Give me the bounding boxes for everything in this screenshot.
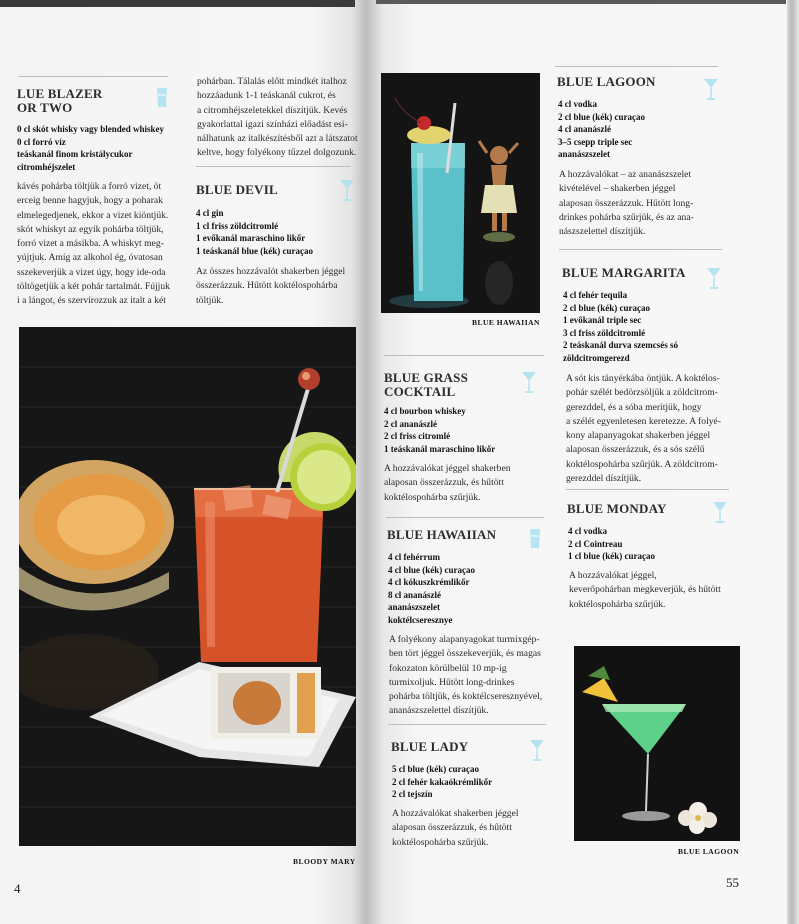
page-number: 4	[14, 881, 21, 896]
recipe-method	[566, 372, 721, 486]
photo-caption: BLOODY MARY	[293, 857, 356, 866]
recipe-title-blue-lagoon: BLUE LAGOON	[557, 74, 656, 89]
ingredient: 1 evőkanál triple sec	[563, 315, 642, 326]
page-number: 55	[726, 875, 739, 890]
method-line: A hozzávalókat shakerben jéggel	[392, 808, 519, 819]
method-line: gyakorlattal igazi színházi előadást esi-	[197, 118, 348, 130]
method-line: drinkes pohárba szűrjük, és az ana-	[559, 211, 694, 223]
top-band	[376, 0, 786, 4]
ingredient: 1 teáskanál blue (kék) curaçao	[196, 245, 313, 256]
method-line: skót whiskyt az egyik pohárba töltjük,	[17, 223, 164, 235]
method-line: A sót kis tányérkába öntjük. A koktélos-	[566, 373, 720, 384]
recipe-title-blue-margarita: BLUE MARGARITA	[562, 265, 686, 280]
ingredient: 2 cl blue (kék) curaçao	[558, 111, 645, 122]
method-line: kivételével – shakerben jéggel	[559, 183, 676, 195]
method-line: alaposan összerázzuk, és hűtött	[392, 822, 512, 834]
cocktail-glass-icon	[339, 178, 355, 202]
recipe-title-blue-grass-cocktail: BLUE GRASS COCKTAIL	[384, 370, 468, 399]
method-line: a citromhéjszeletekkel díszítjük. Kevés	[197, 104, 348, 116]
method-line: töltjük.	[196, 294, 224, 306]
method-line: kony alapanyagokat shakerben jéggel	[566, 430, 711, 442]
ingredient: ananászszelet	[558, 149, 610, 160]
highball-glass-icon	[527, 526, 543, 550]
photo-caption: BLUE LAGOON	[678, 847, 740, 856]
recipe-method-continued	[197, 75, 358, 161]
ingredient: 4 cl blue (kék) curaçao	[388, 564, 475, 575]
ingredient: 4 cl vodka	[568, 526, 608, 536]
cocktail-glass-icon	[706, 266, 722, 290]
method-line: elmelegedjenek, ekkor a vizet kiöntjük.	[17, 209, 169, 221]
method-line: hozzáadunk 1-1 teáskanál cukrot, és	[197, 90, 336, 102]
section-rule	[384, 355, 544, 356]
method-line: alaposan összerázzuk. Hűtött long-	[559, 197, 694, 209]
ingredient-list	[558, 98, 645, 161]
ingredient: 2 cl ananászlé	[384, 418, 437, 429]
ingredient: 3 cl friss zöldcitromlé	[563, 327, 646, 338]
ingredient-list	[563, 289, 678, 365]
ingredient: 4 cl bourbon whiskey	[384, 406, 466, 416]
ingredient-list	[196, 207, 313, 257]
method-line: forró vizet a másikba. A whiskyt meg-	[17, 238, 164, 250]
ingredient: 4 cl kókuszkrémlikőr	[388, 577, 470, 588]
recipe-method	[559, 168, 694, 239]
cocktail-glass-icon	[703, 77, 719, 101]
cocktail-glass-icon	[521, 370, 537, 394]
method-line: nászszelettel díszítjük.	[559, 226, 646, 238]
method-line: koktélospohárba szűrjük.	[392, 836, 489, 848]
method-line: nálhatunk az italkészítésből azt a látszatot	[197, 133, 358, 145]
ingredient: zöldcitromgerezd	[563, 352, 630, 363]
method-line: pohárba töltjük, és koktélcseresznyével,	[389, 691, 543, 703]
ingredient: 4 cl ananászlé	[558, 124, 611, 135]
method-line: yújtjuk. Amíg az alkohol ég, óvatosan	[17, 252, 163, 264]
recipe-method	[17, 180, 170, 309]
section-rule	[386, 517, 544, 518]
recipe-title-blue-hawaiian: BLUE HAWAIIAN	[387, 527, 497, 542]
ingredient-list	[392, 763, 492, 801]
section-rule	[196, 166, 351, 167]
method-line: összerázzuk. Hűtött koktélospohárba	[196, 280, 338, 292]
method-line: pohár szélét bedörzsöljük a zöldcitrom-	[566, 387, 718, 399]
section-rule	[566, 489, 729, 490]
recipe-method	[389, 633, 542, 719]
book-edge	[787, 0, 799, 924]
method-line: ananászszelettel díszítjük.	[389, 705, 489, 717]
ingredient-list	[17, 123, 164, 173]
method-line: alaposan összerázzuk, és a sós szélű	[566, 444, 705, 456]
recipe-method	[569, 569, 721, 612]
ingredient: 1 cl blue (kék) curaçao	[568, 551, 655, 562]
method-line: ben tört jéggel összekeverjük, és magas	[389, 648, 541, 660]
recipe-title-blue-devil: BLUE DEVIL	[196, 182, 278, 197]
photo-caption: BLUE HAWAIIAN	[472, 318, 540, 327]
recipe-method	[392, 807, 519, 850]
photo-bloody-mary	[19, 327, 356, 846]
ingredient: citromhéjszelet	[17, 161, 76, 172]
method-line: A hozzávalókat jéggel,	[569, 570, 657, 581]
method-line: alaposan összerázzuk, és hűtött	[384, 477, 504, 489]
top-band	[0, 0, 355, 7]
ingredient-list	[388, 551, 475, 627]
ingredient: ananászszelet	[388, 602, 440, 613]
ingredient: 2 cl Cointreau	[568, 538, 623, 549]
method-line: i a lángot, és szervírozzuk az italt a két	[17, 295, 166, 307]
recipe-method	[384, 462, 511, 505]
ingredient-list	[384, 405, 495, 455]
method-line: koktélospohárba szűrjük.	[384, 491, 481, 503]
ingredient: 2 cl blue (kék) curaçao	[563, 302, 650, 313]
method-line: koktélospohárba szűrjük.	[569, 598, 666, 610]
ingredient: 0 cl skót whisky vagy blended whiskey	[17, 124, 165, 134]
cocktail-glass-icon	[529, 738, 545, 762]
ingredient: 1 cl friss zöldcitromlé	[196, 220, 279, 231]
recipe-title-blue-lady: BLUE LADY	[391, 739, 469, 754]
cocktail-glass-icon	[712, 500, 728, 524]
method-line: pohárban. Tálalás előtt mindkét italhoz	[197, 76, 347, 87]
method-line: A hozzávalókat jéggel shakerben	[384, 463, 511, 474]
method-line: kávés pohárba töltjük a forró vizet, öt	[17, 181, 162, 192]
ingredient: 5 cl blue (kék) curaçao	[392, 764, 479, 774]
ingredient: 4 cl fehérrum	[388, 552, 440, 562]
method-line: keltve, hogy folyékony tűzzel dolgozunk.	[197, 147, 357, 159]
method-line: töltögetjük a két pohár tartalmát. Fújjuk	[17, 281, 170, 293]
method-line: Az összes hozzávalót shakerben jéggel	[196, 266, 346, 277]
ingredient: 0 cl forró víz	[17, 136, 66, 147]
method-line: koktélospohárba szűrjük. A zöldcitrom-	[566, 458, 718, 470]
method-line: gerezddel, és a sóba merítjük, hogy	[566, 401, 702, 413]
ingredient: 3–5 csepp triple sec	[558, 136, 633, 147]
ingredient: 2 cl fehér kakaókrémlikőr	[392, 776, 493, 787]
ingredient: teáskanál finom kristálycukor	[17, 149, 133, 160]
ingredient: 2 cl tejszín	[392, 789, 433, 800]
photo-blue-lagoon	[574, 646, 740, 841]
method-line: erceig benne hagyjuk, hogy a poharak	[17, 195, 163, 207]
recipe-title-blue-blazer: LUE BLAZER OR TWO	[17, 86, 103, 115]
ingredient: 4 cl fehér tequila	[563, 290, 628, 300]
method-line: A hozzávalókat – az ananászszelet	[559, 169, 692, 180]
ingredient: 8 cl ananászlé	[388, 589, 441, 600]
method-line: fokozaton körülbelül 10 mp-ig	[389, 662, 507, 674]
method-line: gerezddel díszítjük.	[566, 473, 642, 485]
ingredient: 1 teáskanál maraschino likőr	[384, 443, 496, 454]
ingredient: 2 teáskanál durva szemcsés só	[563, 340, 678, 351]
method-line: A folyékony alapanyagokat turmixgép-	[389, 634, 540, 645]
recipe-method	[196, 265, 345, 308]
recipe-title-blue-monday: BLUE MONDAY	[567, 501, 667, 516]
ingredient: 4 cl vodka	[558, 99, 598, 109]
method-line: sszekeverjük a vizet úgy, hogy ide-oda	[17, 266, 166, 278]
photo-blue-hawaiian	[381, 73, 540, 313]
method-line: turmixoljuk. Hűtött long-drinkes	[389, 676, 515, 688]
section-rule	[555, 66, 718, 67]
highball-glass-icon	[154, 85, 170, 109]
section-rule	[559, 249, 722, 250]
ingredient: 1 evőkanál maraschino likőr	[196, 233, 306, 244]
method-line: keverőpohárban megkeverjük, és hűtött	[569, 584, 721, 596]
method-line: a szélét egyenletesen keretezze. A folyé-	[566, 415, 722, 427]
ingredient: koktélcseresznye	[388, 614, 453, 625]
ingredient: 2 cl friss citromlé	[384, 431, 451, 442]
ingredient: 4 cl gin	[196, 208, 224, 218]
section-rule	[388, 724, 546, 725]
ingredient-list	[568, 525, 655, 563]
section-rule	[18, 76, 168, 77]
